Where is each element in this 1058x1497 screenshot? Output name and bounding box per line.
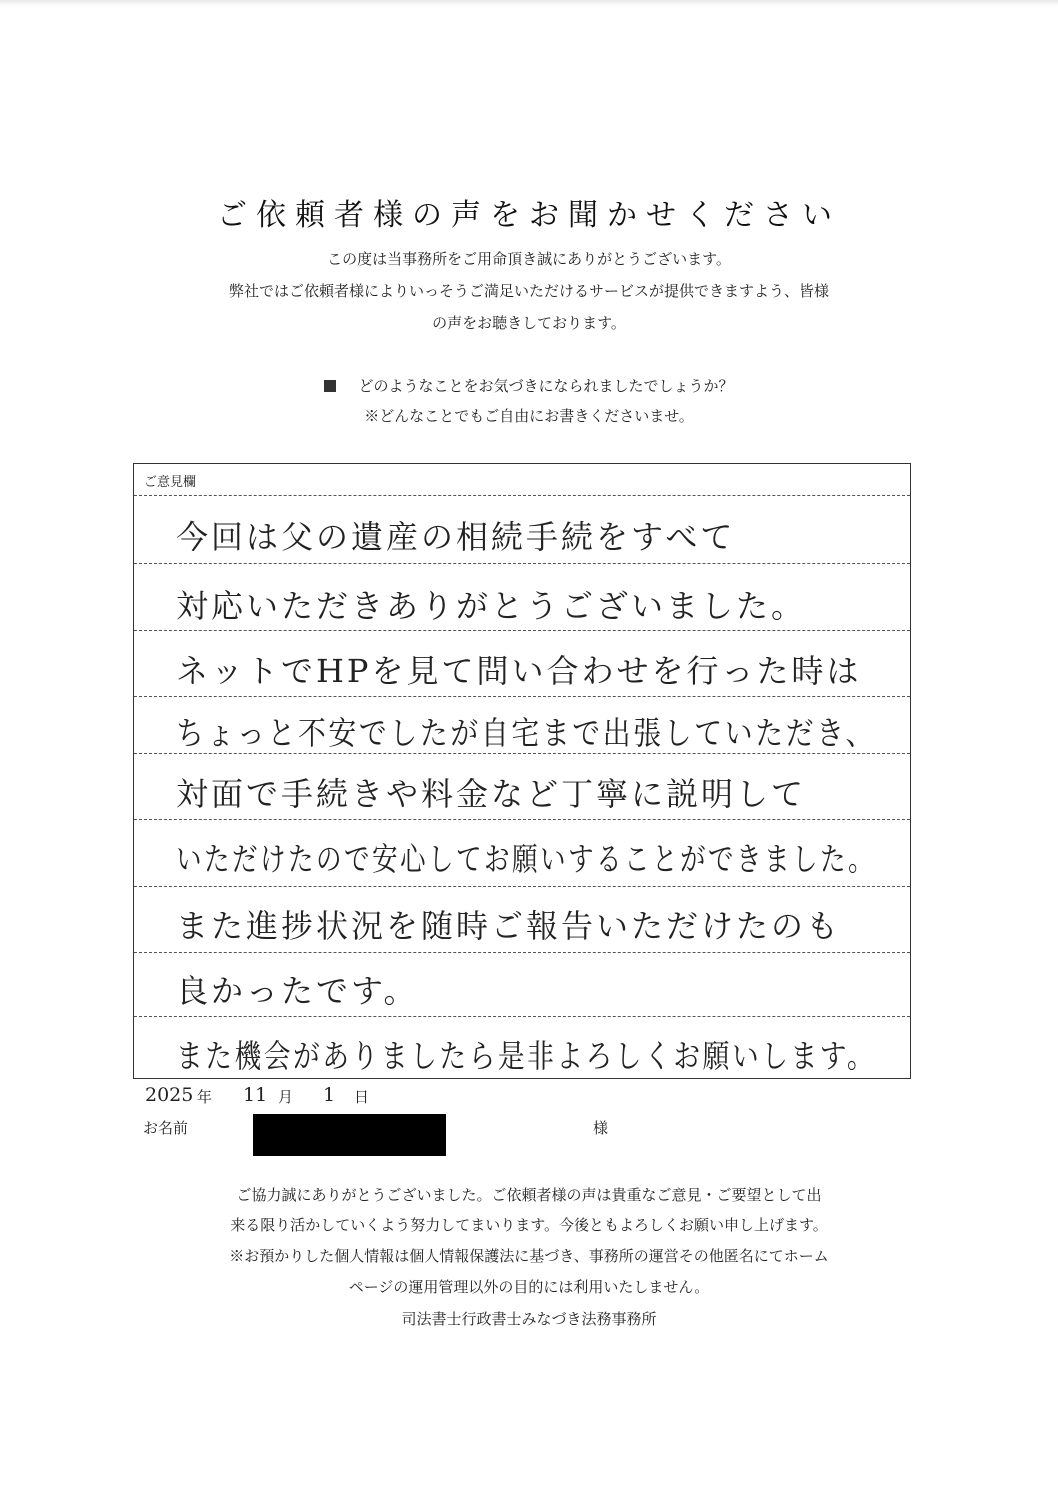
redacted-name: [253, 1114, 446, 1156]
date-day-value: 1: [323, 1084, 336, 1106]
ruled-line: [134, 819, 910, 820]
handwritten-line-8: 良かったです。: [176, 972, 419, 1010]
opinion-box: [133, 463, 911, 1079]
closing-line-3: ※お預かりした個人情報は個人情報保護法に基づき、事務所の運営その他匿名にてホーム: [229, 1247, 829, 1265]
office-name: 司法書士行政書士みなづき法務事務所: [401, 1310, 657, 1328]
date-day-unit: 日: [354, 1088, 370, 1106]
date-year-unit: 年: [197, 1088, 213, 1106]
closing-line-2: 来る限り活かしていくよう努力してまいります。今後ともよろしくお願い申し上げます。: [230, 1216, 828, 1234]
handwritten-line-7: また進捗状況を随時ご報告いただけたのも: [176, 907, 842, 945]
page-title: ご依頼者様の声をお聞かせください: [217, 198, 841, 233]
opinion-label: ご意見欄: [144, 475, 197, 490]
ruled-line: [134, 886, 910, 887]
handwritten-line-1: 今回は父の遺産の相続手続をすべて: [176, 518, 736, 556]
handwritten-line-9: また機会がありましたら是非よろしくお願いします。: [176, 1037, 877, 1075]
closing-line-1: ご協力誠にありがとうございました。ご依頼者様の声は貴重なご意見・ご要望として出: [236, 1186, 822, 1204]
question-note: ※どんなことでもご自由にお書きくださいませ。: [364, 407, 694, 425]
name-suffix: 様: [593, 1119, 609, 1137]
intro-line-3: の声をお聴きしております。: [432, 314, 626, 332]
ruled-line: [134, 495, 910, 496]
question-line: [0, 375, 1058, 396]
ruled-line: [134, 1016, 910, 1017]
handwritten-line-6: いただけたので安心してお願いすることができました。: [176, 840, 877, 878]
ruled-line: [134, 696, 910, 697]
question-text: どのようなことをお気づきになられましたでしょうか？: [358, 377, 734, 395]
handwritten-line-3: ネットでHPを見て問い合わせを行った時は: [176, 652, 862, 690]
closing-line-4: ページの運用管理以外の目的には利用いたしません。: [348, 1278, 710, 1296]
date-month-unit: 月: [278, 1088, 294, 1106]
intro-line-1: この度は当事務所をご用命頂き誠にありがとうございます。: [327, 250, 731, 268]
ruled-line: [134, 563, 910, 564]
ruled-line: [134, 630, 910, 631]
handwritten-line-5: 対面で手続きや料金など丁寧に説明して: [176, 775, 807, 813]
intro-line-2: 弊社ではご依頼者様によりいっそうご満足いただけるサービスが提供できますよう、皆様: [228, 282, 829, 300]
scan-edge: [0, 0, 1058, 6]
square-bullet-icon: [324, 380, 336, 392]
handwritten-line-4: ちょっと不安でしたが自宅まで出張していただき、: [176, 714, 877, 752]
name-row: [143, 1114, 903, 1158]
date-month-value: 11: [243, 1084, 268, 1106]
handwritten-line-2: 対応いただきありがとうございました。: [176, 587, 807, 625]
ruled-line: [134, 952, 910, 953]
name-label: お名前: [143, 1119, 189, 1137]
date-year-value: 2025: [145, 1084, 194, 1106]
